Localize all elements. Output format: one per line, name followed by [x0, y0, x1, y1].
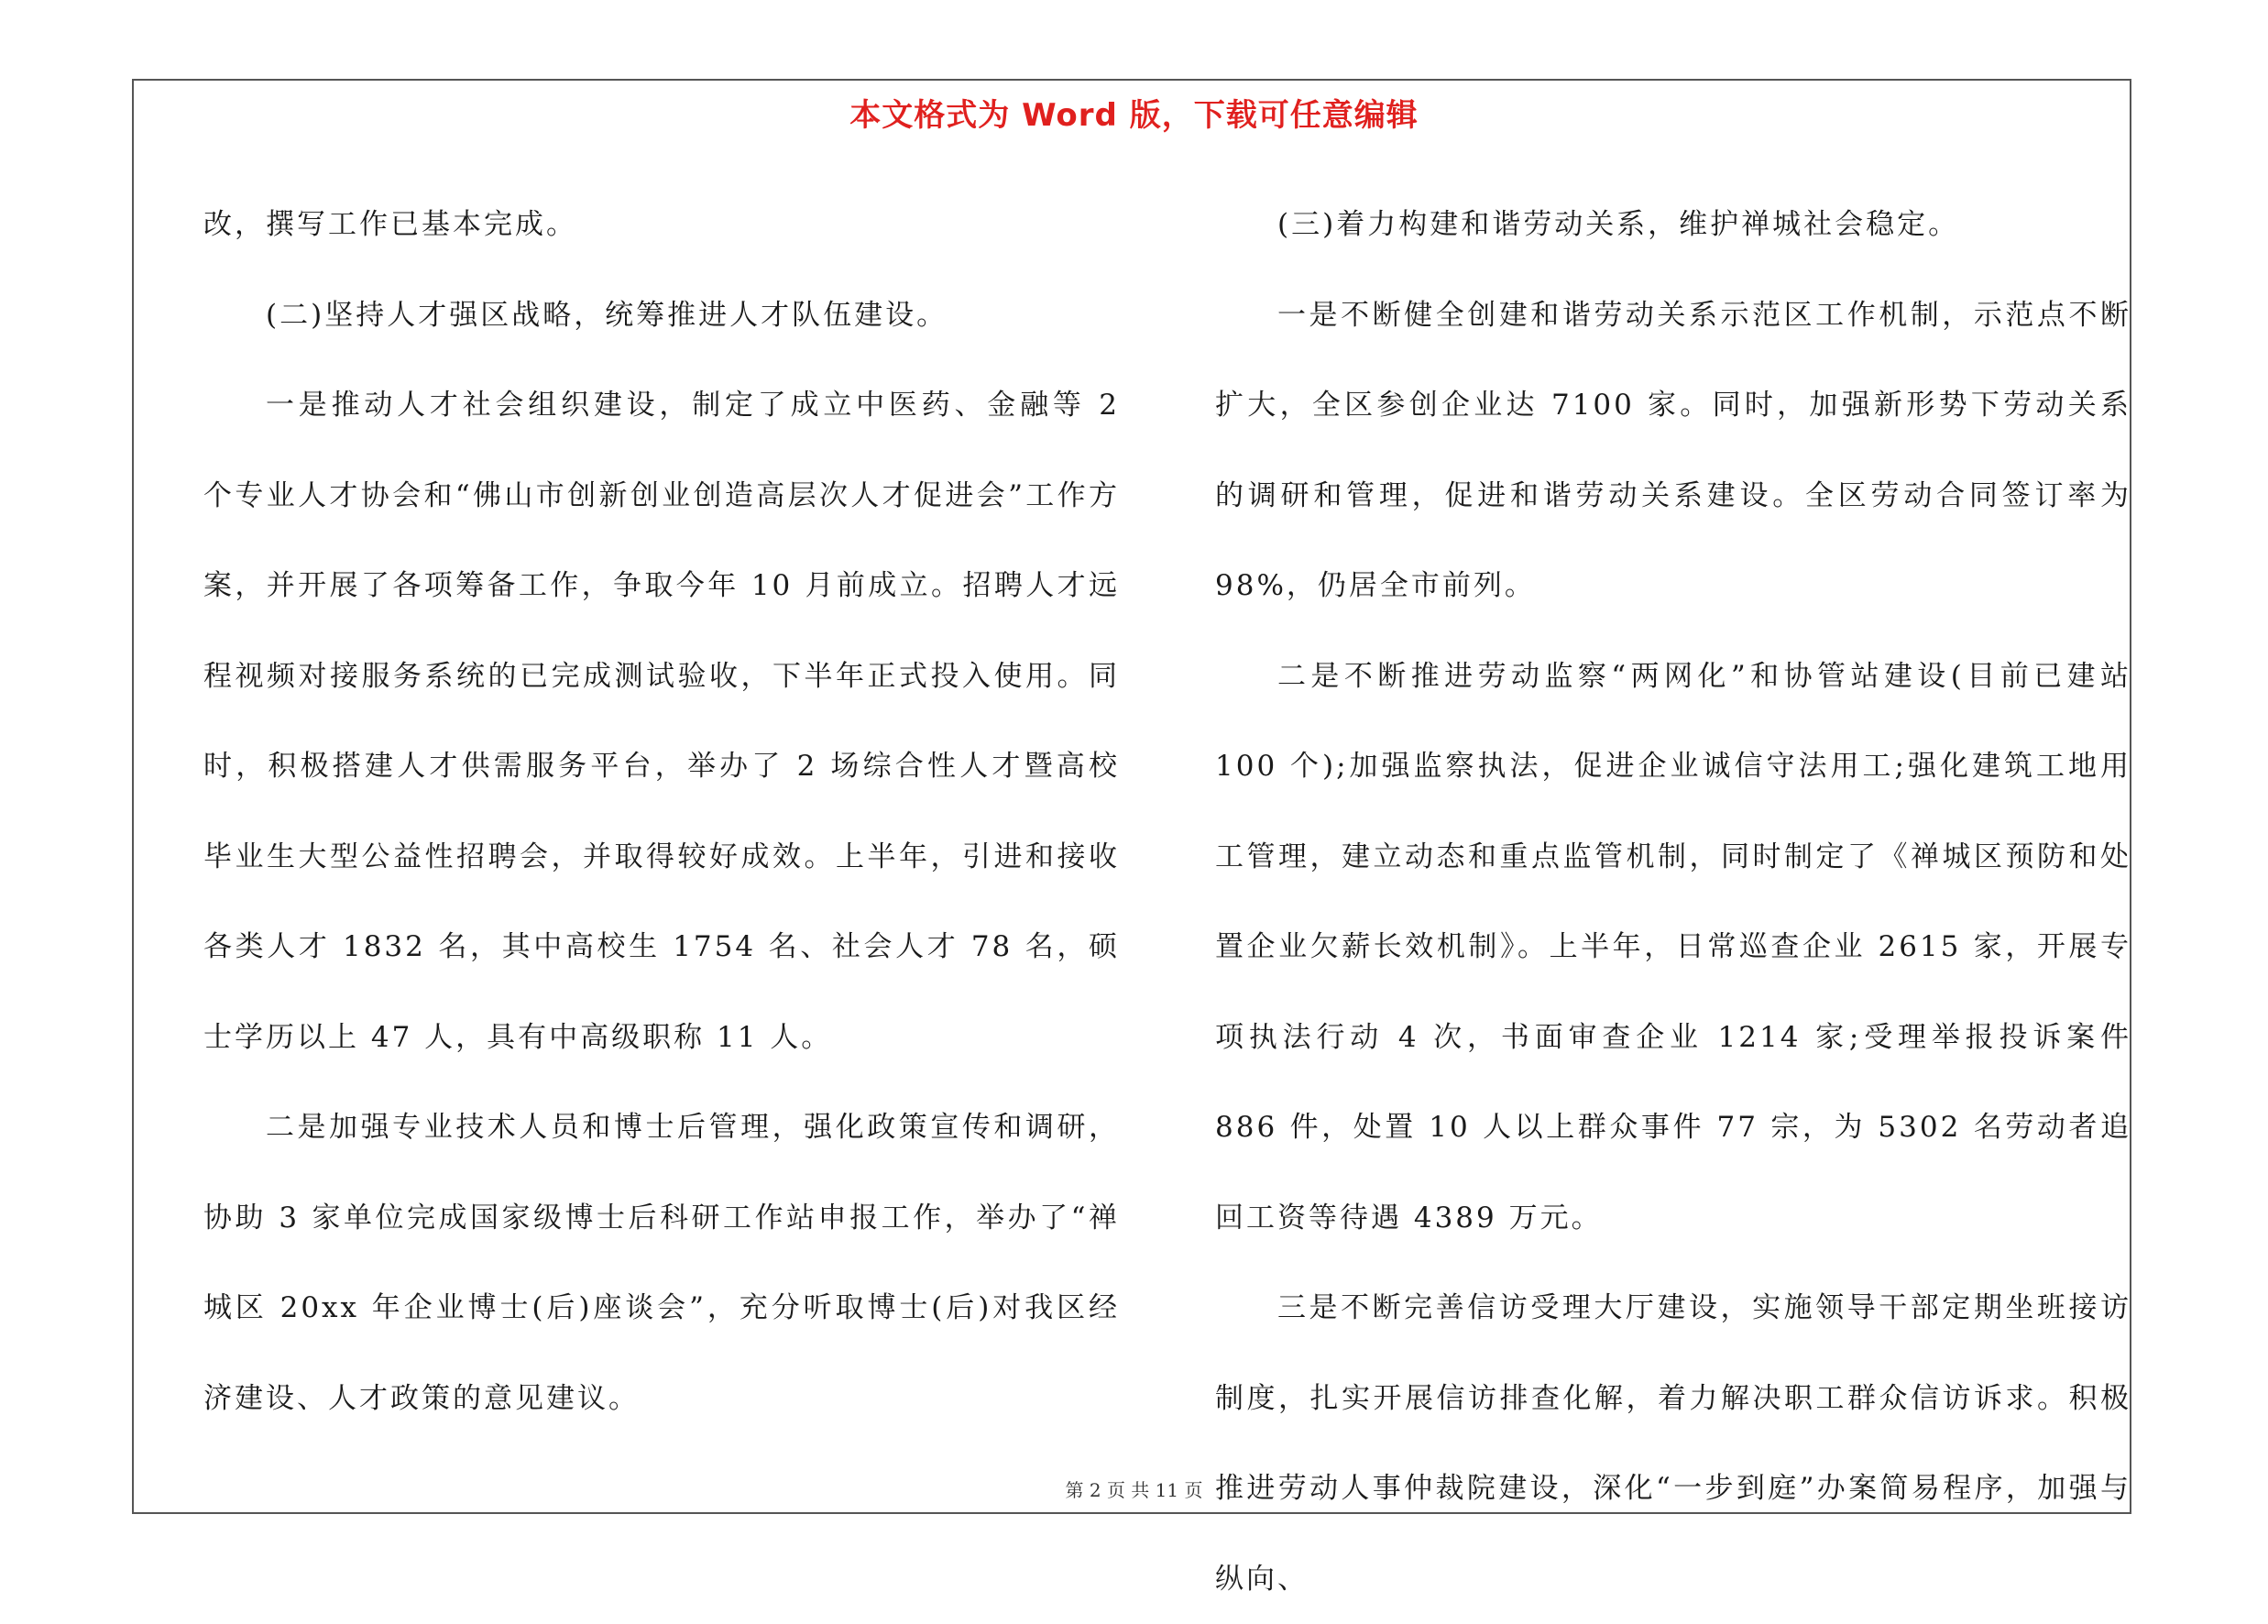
paragraph: 一是推动人才社会组织建设，制定了成立中医药、金融等 2 个专业人才协会和“佛山市创新创业创造高层次人才促进会”工作方案，并开展了各项筹备工作，争取今年 10 月前成立。招聘人才远程视频对接服务系统的已完成测试验收，下半年正式投入使用。同时，积极搭建人才供需服务平台，举办了 2 场综合性人才暨高校毕业生大型公益性招聘会，并取得较好成效。上半年，引进和接收各类人才 1832 名，其中高校生 1754 名、社会人才 78 名，硕士学历以上 47 人，具有中高级职称 11 人。	[203, 389, 1120, 1054]
section-heading: (二)坚持人才强区战略，统筹推进人才队伍建设。	[266, 298, 948, 332]
word-format-banner: 本文格式为 Word 版，下载可任意编辑	[849, 97, 1419, 134]
paragraph: 三是不断完善信访受理大厅建设，实施领导干部定期坐班接访制度，扎实开展信访排查化解，着力解决职工群众信访诉求。积极推进劳动人事仲裁院建设，深化“一步到庭”办案简易程序，加强与纵向、	[1215, 1291, 2131, 1596]
right-text-column	[1215, 180, 2131, 1624]
left-text-column	[203, 180, 1120, 1443]
paragraph: 一是不断健全创建和谐劳动关系示范区工作机制，示范点不断扩大，全区参创企业达 7100 家。同时，加强新形势下劳动关系的调研和管理，促进和谐劳动关系建设。全区劳动合同签订率为 98%，仍居全市前列。	[1215, 298, 2131, 602]
paragraph: 二是不断推进劳动监察“两网化”和协管站建设(目前已建站 100 个);加强监察执法，促进企业诚信守法用工;强化建筑工地用工管理，建立动态和重点监管机制，同时制定了《禅城区预防和处置企业欠薪长效机制》。上半年，日常巡查企业 2615 家，开展专项执法行动 4 次，书面审查企业 1214 家;受理举报投诉案件 886 件，处置 10 人以上群众事件 77 宗，为 5302 名劳动者追回工资等待遇 4389 万元。	[1215, 659, 2131, 1234]
paragraph: 二是加强专业技术人员和博士后管理，强化政策宣传和调研，协助 3 家单位完成国家级博士后科研工作站申报工作，举办了“禅城区 20xx 年企业博士(后)座谈会”，充分听取博士(后)对我区经济建设、人才政策的意见建议。	[203, 1111, 1120, 1415]
page-number-footer: 第 2 页 共 11 页	[1065, 1479, 1203, 1501]
paragraph: 改，撰写工作已基本完成。	[203, 208, 577, 241]
section-heading: (三)着力构建和谐劳动关系，维护禅城社会稳定。	[1277, 208, 1960, 241]
